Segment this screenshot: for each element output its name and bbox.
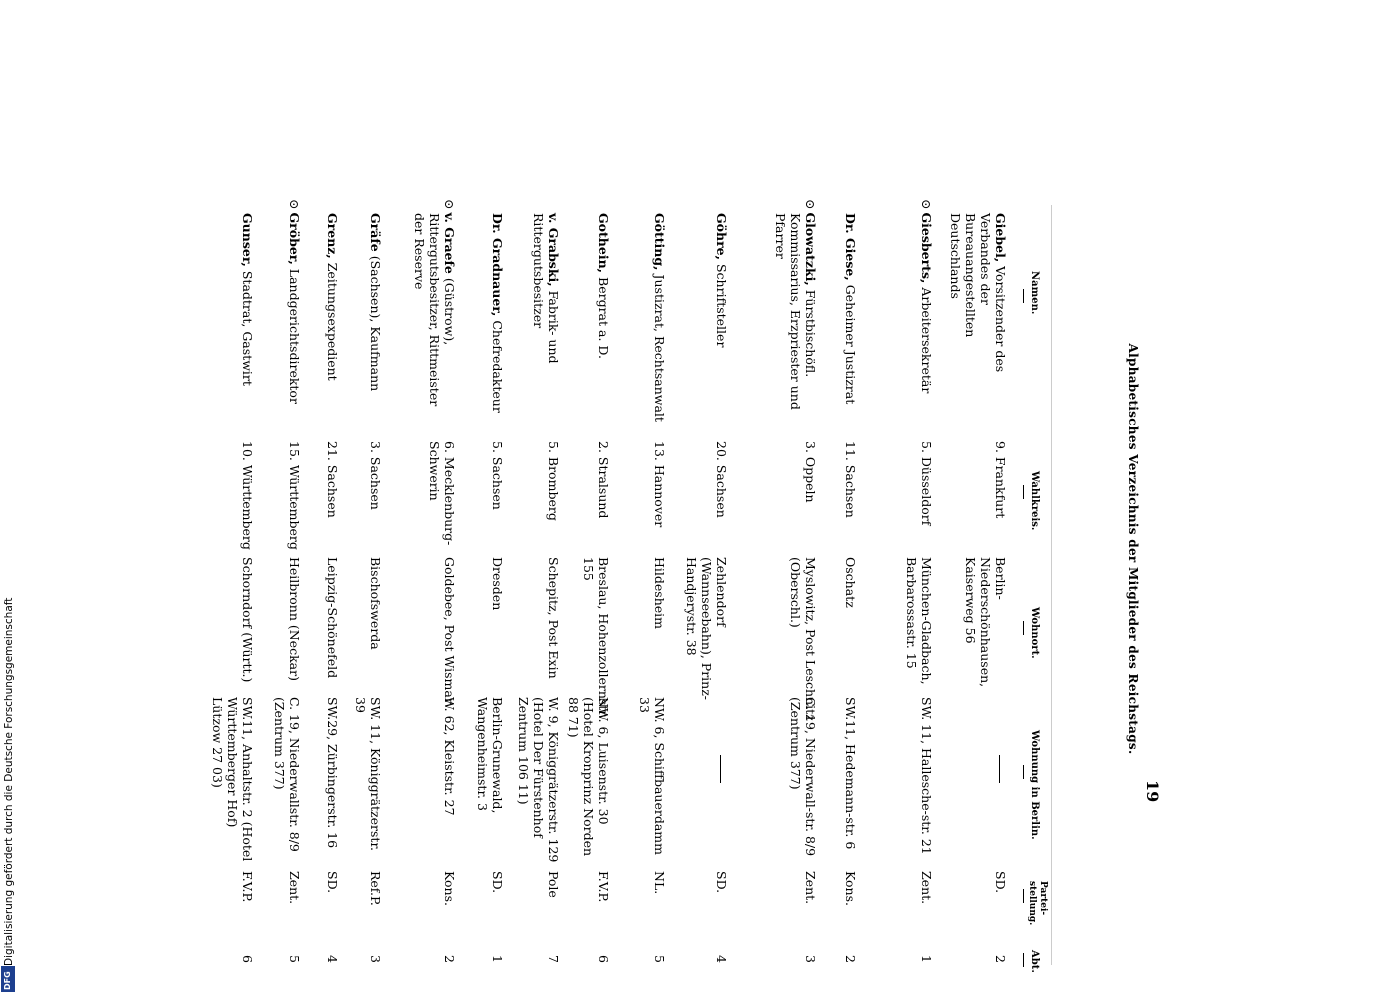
member-name-cell (325, 213, 340, 423)
member-occupation: Fabrik- und Rittergutsbesitzer (531, 213, 561, 364)
member-wahlkreis: 3. Sachsen (368, 441, 383, 510)
member-name-cell (714, 213, 729, 423)
member-name: Dr. Gradnauer, (490, 213, 505, 317)
member-partei: F.V.P. (596, 871, 611, 903)
member-occupation: (Sachsen), Kaufmann (368, 255, 383, 392)
member-occupation: Stadtrat, Gastwirt (240, 270, 255, 386)
member-berlin-address: NW. 6, Luisenstr. 30 (Hotel Kronprinz Norden 88 71) (566, 697, 611, 857)
member-wohnort: München-Gladbach, Barbarossastr. 15 (904, 557, 934, 685)
empty-dash (720, 755, 722, 783)
member-occupation: Zeitungsexpedient (325, 262, 340, 381)
member-occupation: Justizrat, Rechtsanwalt (652, 274, 667, 422)
member-wohnort: Hildesheim (652, 557, 667, 630)
member-abteilung: 2 (843, 955, 858, 963)
member-partei: Zent. (803, 871, 818, 905)
dfg-logo-text: DFG (3, 971, 12, 990)
member-abteilung: 4 (714, 955, 729, 963)
circle-marker-icon: ⊙ (803, 199, 818, 210)
member-name-cell (843, 213, 858, 423)
document-page (210, 199, 1170, 1000)
member-occupation: Vorsitzender des Verbandes der Bureauangestellten Deutschlands (948, 213, 1008, 373)
member-berlin-address: W. 9, Königgrätzerstr. 129 (Hotel Der Fürstenhof Zentrum 106 11) (516, 697, 561, 863)
member-name: Gröber, (287, 212, 302, 265)
member-abteilung: 1 (919, 955, 934, 963)
member-abteilung: 1 (490, 955, 505, 963)
header-wohnort: Wohnort. (1029, 607, 1040, 659)
circle-marker-icon: ⊙ (919, 199, 934, 210)
header-dash (1023, 621, 1024, 635)
empty-dash (999, 755, 1001, 783)
member-wohnort: Oschatz (843, 557, 858, 608)
member-partei: Pole (546, 871, 561, 898)
member-wahlkreis: 10. Württemberg (240, 441, 255, 550)
member-occupation: Landgerichtsdirektor (287, 268, 302, 404)
member-wohnort: Schepitz, Post Exin (546, 557, 561, 679)
header-rule-top (1051, 205, 1052, 965)
member-wahlkreis: 6. Mecklenburg-Schwerin (427, 441, 457, 546)
member-name: Giesberts, (919, 212, 934, 284)
header-abt: Abt. (1029, 950, 1040, 973)
member-name-cell (287, 199, 302, 423)
running-head: Alphabetisches Verzeichnis der Mitglieder des Reichstags. (1126, 343, 1140, 755)
member-name-cell (368, 213, 383, 423)
member-wohnort: Heilbronn (Neckar) (287, 557, 302, 681)
member-name-cell (773, 199, 818, 423)
header-name: Namen. (1029, 271, 1040, 315)
member-name: Giebel, (993, 213, 1008, 263)
member-name: v. Grabski, (546, 213, 561, 287)
member-wohnort: Myslowitz, Post Leschnitz (Oberschl.) (788, 557, 818, 721)
member-wahlkreis: 15. Württemberg (287, 441, 302, 550)
member-abteilung: 4 (325, 955, 340, 963)
circle-marker-icon: ⊙ (287, 199, 302, 210)
member-wahlkreis: 11. Sachsen (843, 441, 858, 518)
member-wahlkreis: 5. Bromberg (546, 441, 561, 521)
member-berlin-address: NW. 6, Schiffbauerdamm 33 (637, 697, 667, 855)
member-wahlkreis: 20. Sachsen (714, 441, 729, 518)
member-abteilung: 3 (368, 955, 383, 963)
header-berlin: Wohnung in Berlin. (1029, 730, 1040, 840)
member-abteilung: 2 (993, 955, 1008, 963)
member-name-cell (531, 213, 561, 423)
member-partei: F.V.P. (240, 871, 255, 903)
member-name-cell (412, 199, 457, 423)
member-abteilung: 3 (803, 955, 818, 963)
member-wohnort: Breslau, Hohenzollernstr. 155 (581, 557, 611, 719)
member-berlin-address (993, 697, 1008, 865)
member-occupation: (Güstrow), Rittergutsbesitzer, Rittmeister der Reserve (412, 213, 457, 407)
member-wohnort: Bischofswerda (368, 557, 383, 650)
member-wohnort: Zehlendorf (Wannseebahn), Prinz-Handjerystr. 38 (684, 557, 729, 701)
member-abteilung: 5 (287, 955, 302, 963)
member-name: Dr. Giese, (843, 213, 858, 281)
member-berlin-address: C. 19, Niederwall-str. 8/9 (Zentrum 377) (788, 697, 818, 857)
member-name: Grenz, (325, 213, 340, 259)
header-dash (1023, 765, 1024, 779)
member-wahlkreis: 5. Sachsen (490, 441, 505, 510)
member-berlin-address: SW.29, Zürbingerstr. 16 (325, 697, 340, 849)
member-partei: SD. (993, 871, 1008, 894)
member-name: Göhre, (714, 213, 729, 260)
header-dash (1023, 889, 1024, 903)
member-abteilung: 2 (442, 955, 457, 963)
member-wohnort: Goldebee, Post Wismar (442, 557, 457, 704)
member-partei: SD. (714, 871, 729, 894)
digitization-credit-text: Digitalisierung gefördert durch die Deutsche Forschungsgemeinschaft (3, 597, 15, 966)
header-dash (1023, 289, 1024, 303)
member-wohnort: Leipzig-Schönefeld (325, 557, 340, 679)
header-dash (1023, 953, 1024, 967)
member-partei: Ref.P. (368, 871, 383, 906)
member-partei: Zent. (287, 871, 302, 905)
member-berlin-address: SW.11, Anhaltstr. 2 (Hotel Württemberger Hof) Lützow 27 03) (210, 697, 255, 862)
digitization-credit (2, 597, 16, 984)
member-wahlkreis: 13. Hannover (652, 441, 667, 528)
member-partei: SD. (325, 871, 340, 894)
member-abteilung: 5 (652, 955, 667, 963)
member-abteilung: 6 (240, 955, 255, 963)
member-occupation: Bergrat a. D. (596, 277, 611, 359)
member-name-cell (596, 213, 611, 423)
member-berlin-address (714, 697, 729, 865)
header-partei: Partei-stellung. (1027, 881, 1048, 926)
member-berlin-address: Berlin-Grunewald, Wangenheimstr. 3 (475, 697, 505, 814)
member-wahlkreis: 3. Oppeln (803, 441, 818, 503)
member-wohnort: Dresden (490, 557, 505, 611)
member-berlin-address: C. 19, Niederwallstr. 8/9 (Zentrum 377) (272, 697, 302, 852)
member-berlin-address: SW.11, Hedemann-str. 6 (843, 697, 858, 850)
member-partei: Zent. (919, 871, 934, 905)
member-occupation: Chefredakteur (490, 320, 505, 413)
member-wahlkreis: 9. Frankfurt (993, 441, 1008, 519)
member-name: Götting, (652, 213, 667, 271)
header-dash (1023, 485, 1024, 499)
member-wahlkreis: 5. Düsseldorf (919, 441, 934, 526)
member-name: Glowatzki, (803, 212, 818, 286)
member-name: Gothein, (596, 213, 611, 274)
member-name-cell (490, 213, 505, 423)
member-partei: SD. (490, 871, 505, 894)
member-name: v. Graefe (442, 212, 457, 274)
member-berlin-address: SW. 11, Hallesche-str. 21 (919, 697, 934, 855)
member-abteilung: 7 (546, 955, 561, 963)
dfg-logo (1, 966, 15, 992)
member-name-cell (919, 199, 934, 423)
member-occupation: Arbeitersekretär (919, 287, 934, 394)
member-name-cell (240, 213, 255, 423)
member-name: Gunser, (240, 213, 255, 267)
member-name-cell (948, 213, 1008, 423)
member-wahlkreis: 2. Stralsund (596, 441, 611, 519)
member-abteilung: 6 (596, 955, 611, 963)
header-wahlkreis: Wahlkreis. (1029, 471, 1040, 531)
member-occupation: Fürstbischöfl. Kommissarius, Erzpriester und Pfarrer (773, 213, 818, 410)
circle-marker-icon: ⊙ (442, 199, 457, 210)
page-number: 19 (1143, 780, 1162, 803)
member-partei: Kons. (442, 871, 457, 906)
member-wohnort: Berlin-Niederschönhausen, Kaiserweg 56 (963, 557, 1008, 688)
member-name-cell (652, 213, 667, 423)
member-berlin-address: SW. 11, Königgrätzerstr. 39 (353, 697, 383, 852)
member-occupation: Geheimer Justizrat (843, 284, 858, 405)
member-partei: Kons. (843, 871, 858, 906)
member-partei: NL. (652, 871, 667, 895)
member-berlin-address: W. 62, Kleiststr. 27 (442, 697, 457, 816)
member-wohnort: Schorndorf (Württ.) (240, 557, 255, 683)
member-occupation: Schriftsteller (714, 263, 729, 348)
member-wahlkreis: 21. Sachsen (325, 441, 340, 518)
member-name: Gräfe (368, 213, 383, 252)
